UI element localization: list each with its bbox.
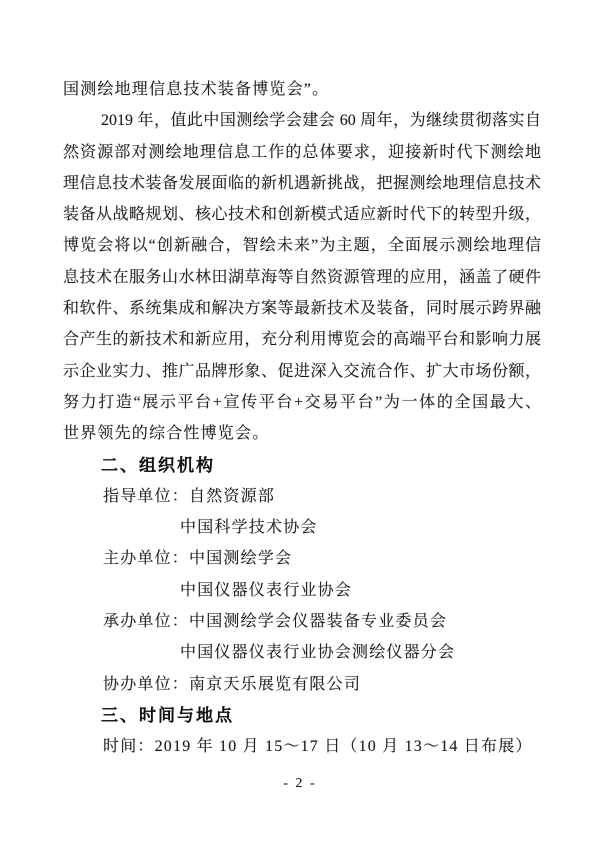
paragraph-line: 努力打造“展示平台+宣传平台+交易平台”为一体的全国最大、 [63, 393, 541, 411]
paragraph-line: 理信息技术装备发展面临的新机遇新挑战，把握测绘地理信息技术 [63, 174, 541, 192]
paragraph-line: 和软件、系统集成和解决方案等最新技术及装备，同时展示跨界融 [63, 300, 541, 318]
paragraph-line: 世界领先的综合性博览会。 [63, 425, 270, 443]
org-value: 中国测绘学会 [189, 550, 293, 568]
org-row-continuation [63, 512, 541, 543]
paragraph-line: 然资源部对测绘地理信息工作的总体要求，迎接新时代下测绘地 [63, 143, 541, 161]
page-number: - 2 - [283, 776, 317, 791]
paragraph-line: 2019 年，值此中国测绘学会建会 60 周年，为继续贯彻落实自 [101, 112, 541, 130]
org-value: 南京天乐展览有限公司 [189, 675, 362, 693]
org-row-continuation [63, 575, 541, 606]
org-row [63, 481, 541, 512]
section-heading-organization: 二、组织机构 [101, 455, 215, 475]
org-value: 中国测绘学会仪器装备专业委员会 [189, 613, 448, 631]
org-label: 协办单位： [103, 675, 190, 693]
paragraph-line: 装备从战略规划、核心技术和创新模式适应新时代下的转型升级， [63, 206, 541, 224]
org-value: 中国科学技术协会 [180, 519, 318, 537]
org-label: 主办单位： [103, 550, 190, 568]
paragraph-line: 息技术在服务山水林田湖草海等自然资源管理的应用，涵盖了硬件 [63, 268, 541, 286]
paragraph-line: 博览会将以“创新融合，智绘未来”为主题，全面展示测绘地理信 [63, 237, 541, 255]
org-label: 指导单位： [103, 487, 190, 505]
org-value: 中国仪器仪表行业协会 [180, 581, 353, 599]
paragraph-line: 合产生的新技术和新应用，充分利用博览会的高端平台和影响力展 [63, 331, 541, 349]
org-value: 中国仪器仪表行业协会测绘仪器分会 [180, 644, 456, 662]
section-heading-time-location: 三、时间与地点 [101, 705, 234, 725]
org-row [63, 606, 541, 637]
time-line: 时间：2019 年 10 月 15～17 日（10 月 13～14 日布展） [103, 738, 533, 756]
paragraph-line: 示企业实力、推广品牌形象、促进深入交流合作、扩大市场份额， [63, 362, 541, 380]
org-row [63, 543, 541, 574]
org-row-continuation [63, 637, 541, 668]
intro-continuation-line: 国测绘地理信息技术装备博览会”。 [63, 81, 330, 98]
org-row [63, 669, 541, 700]
org-value: 自然资源部 [189, 487, 276, 505]
org-label: 承办单位： [103, 613, 190, 631]
document-content [63, 74, 541, 763]
